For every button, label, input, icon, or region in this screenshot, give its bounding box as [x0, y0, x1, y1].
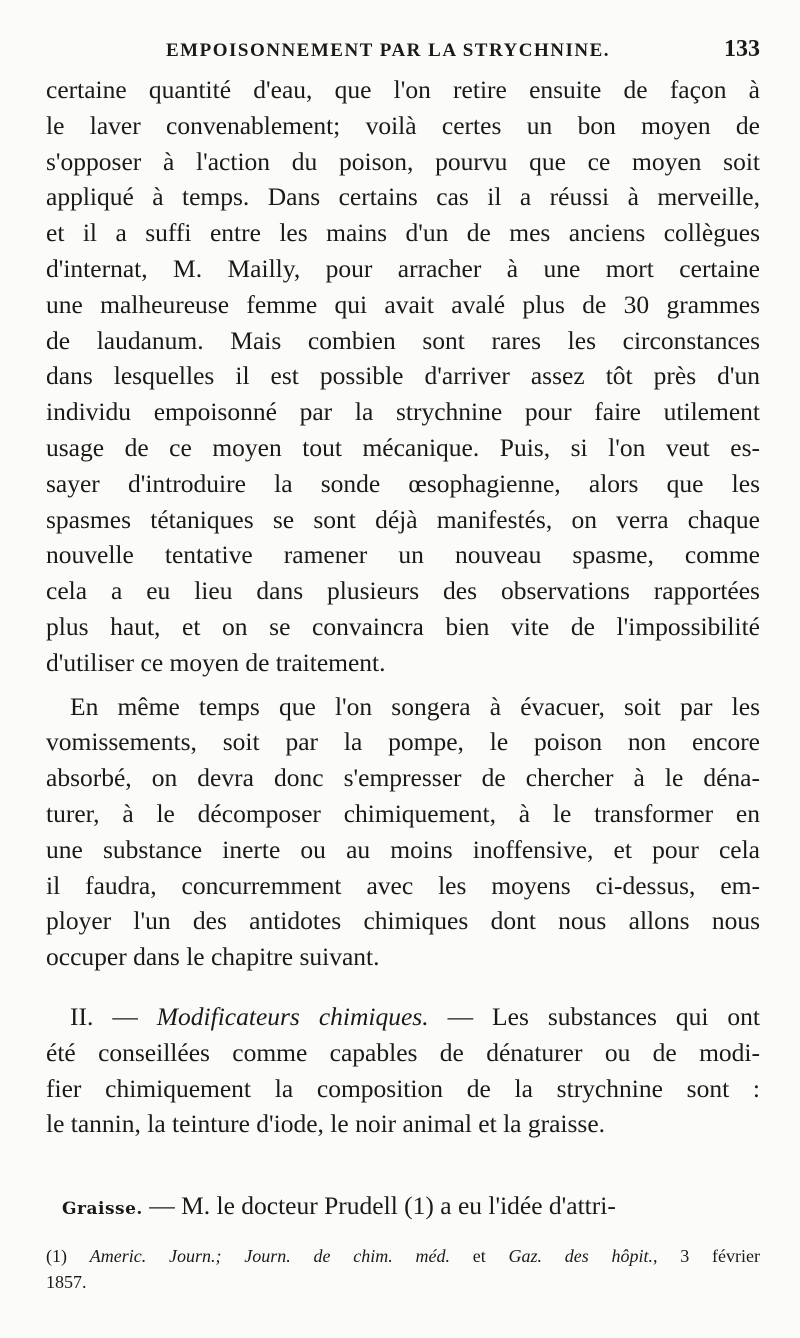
- text-line: turer, à le décomposer chimiquement, à le transformer en: [46, 798, 760, 828]
- footnote-source: Gaz. des hôpit.: [508, 1246, 654, 1266]
- text-line: sayer d'introduire la sonde œsophagienne, alors que les: [46, 468, 760, 498]
- footnote: [46, 1243, 760, 1295]
- text-line: nouvelle tentative ramener un nouveau spasme, comme: [46, 540, 760, 570]
- text-line: cela a eu lieu dans plusieurs des observations rapportées: [46, 576, 760, 606]
- text-line: En même temps que l'on songera à évacuer, soit par les: [70, 691, 760, 721]
- graisse-label: Graisse.: [62, 1199, 143, 1219]
- footnote-date: , 3 février: [653, 1246, 760, 1266]
- body-text: [46, 72, 760, 1142]
- text-line: de laudanum. Mais combien sont rares les circonstances: [46, 325, 760, 355]
- text-line: et il a suffi entre les mains d'un de mes anciens collègues: [46, 218, 760, 248]
- text-line: ployer l'un des antidotes chimiques dont nous allons nous: [46, 906, 760, 936]
- text-line: certaine quantité d'eau, que l'on retire ensuite de façon à: [46, 75, 760, 104]
- text-line: plus haut, et on se convaincra bien vite de l'impossibilité: [46, 611, 760, 641]
- text-line: usage de ce moyen tout mécanique. Puis, si l'on veut es-: [46, 432, 760, 462]
- section-2: [46, 999, 760, 1142]
- text-line: s'opposer à l'action du poison, pourvu que ce moyen soit: [46, 146, 760, 176]
- text-line: individu empoisonné par la strychnine pour faire utilement: [46, 397, 760, 427]
- running-title: EMPOISONNEMENT PAR LA STRYCHNINE.: [166, 40, 611, 61]
- footnote-year: 1857.: [46, 1272, 87, 1292]
- text-line: une malheureuse femme qui avait avalé plus de 30 grammes: [46, 289, 760, 319]
- text-line: dans lesquelles il est possible d'arriver assez tôt près d'un: [46, 361, 760, 391]
- footnote-source: Journ. de chim. méd.: [221, 1246, 450, 1266]
- footnote-line: [46, 1243, 760, 1269]
- text-line: occuper dans le chapitre suivant.: [46, 942, 380, 972]
- text-line: le tannin, la teinture d'iode, le noir animal et la graisse.: [46, 1109, 606, 1139]
- text-line: une substance inerte ou au moins inoffensive, et pour cela: [46, 834, 760, 864]
- text-line: spasmes tétaniques se sont déjà manifestés, on verra chaque: [46, 504, 760, 534]
- text-line: appliqué à temps. Dans certains cas il a réussi à merveille,: [46, 182, 760, 212]
- page-header: [48, 36, 760, 66]
- text-line: le laver convenablement; voilà certes un bon moyen de: [46, 110, 760, 140]
- graisse-text: — M. le docteur Prudell (1) a eu l'idée d'attri-: [142, 1191, 616, 1220]
- paragraph-1: [46, 72, 760, 681]
- footnote-marker: (1): [46, 1246, 90, 1266]
- graisse-line: [62, 1188, 762, 1227]
- section-heading-line: [46, 999, 760, 1035]
- text-line: absorbé, on devra donc s'empresser de chercher à le déna-: [46, 763, 760, 793]
- text-line: été conseillées comme capables de dénaturer ou de modi-: [46, 1037, 760, 1067]
- section-numeral: II. —: [70, 1001, 157, 1031]
- section-heading-rest: — Les substances qui ont: [428, 1001, 760, 1031]
- text-line: fier chimiquement la composition de la strychnine sont :: [46, 1073, 760, 1103]
- page-number: 133: [724, 36, 760, 62]
- text-line: d'internat, M. Mailly, pour arracher à une mort certaine: [46, 253, 760, 283]
- footnote-source: Americ. Journ.;: [89, 1246, 222, 1266]
- text-line: il faudra, concurremment avec les moyens ci-dessus, em-: [46, 870, 760, 900]
- footnote-conjunction: et: [449, 1246, 509, 1266]
- text-line: vomissements, soit par la pompe, le poison non encore: [46, 727, 760, 757]
- paragraph-2: [46, 689, 760, 975]
- section-title: Modificateurs chimiques.: [156, 1001, 429, 1031]
- text-line: d'utiliser ce moyen de traitement.: [46, 647, 386, 677]
